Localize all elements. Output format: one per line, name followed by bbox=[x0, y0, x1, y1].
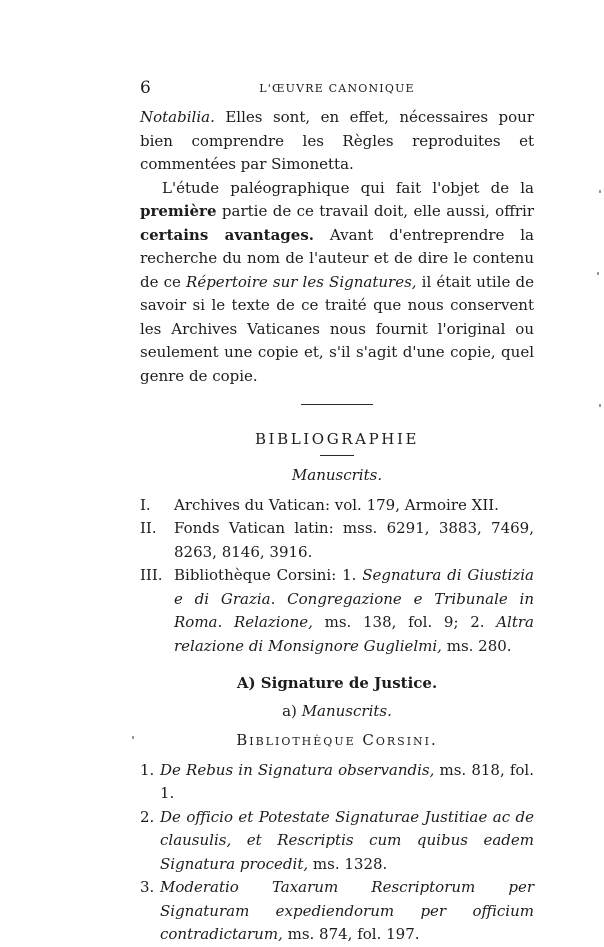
margin-speck bbox=[599, 404, 601, 407]
bibliography-item bbox=[140, 494, 534, 518]
bibliography-item-text: Fonds Vatican latin: mss. 6291, 3883, 7469, 8263, 8146, 3916. bbox=[174, 519, 534, 561]
manuscript-entry-shelfmark: ms. 1328. bbox=[308, 854, 388, 873]
section-a-title: A) Signature de Justice. bbox=[236, 674, 438, 692]
manuscript-entry-title: De officio et Potestate Signaturae Justitiae ac de clausulis, et Rescriptis cum quibus eadem Signatura procedit, bbox=[160, 807, 534, 873]
paragraph-2 bbox=[140, 177, 534, 389]
bibliography-item bbox=[140, 517, 534, 564]
manuscripts-heading: Manuscrits. bbox=[291, 466, 383, 484]
bibliography-item-text: ms. 280. bbox=[441, 636, 512, 655]
bibliography-item bbox=[140, 564, 534, 658]
library-heading: Bibliothèque Corsini. bbox=[236, 731, 438, 749]
paragraph-2-text-c: Avant d'entreprendre la recherche du nom de l'auteur et de dire le contenu de ce bbox=[140, 225, 534, 291]
manuscript-entry bbox=[140, 806, 534, 877]
manuscript-entry-shelfmark: ms. 874, fol. 197. bbox=[282, 925, 420, 943]
divider-rule bbox=[301, 404, 373, 405]
bibliography-item-number: III. bbox=[140, 566, 163, 584]
bibliography-item-title: Segnatura di Giustizia e di Grazia. Congregazione e Tribunale in Roma. Relazione, bbox=[174, 566, 534, 631]
bibliography-item-text: ms. 138, fol. 9; 2. bbox=[312, 613, 497, 631]
page-header bbox=[140, 78, 534, 100]
notabilia-word: Notabilia. bbox=[140, 108, 215, 126]
bibliography-item-text: Bibliothèque Corsini: 1. bbox=[174, 566, 363, 584]
section-a-sub-italic: Manuscrits. bbox=[301, 701, 392, 720]
page-number: 6 bbox=[140, 78, 151, 98]
manuscript-entry bbox=[140, 876, 534, 947]
manuscript-entry-title: Moderatio Taxarum Rescriptorum per Signaturam expediendorum per officium contradictarum, bbox=[160, 878, 534, 943]
bibliography-title: BIBLIOGRAPHIE bbox=[254, 430, 420, 448]
paragraph-2-bold-b: certains avantages. bbox=[140, 225, 315, 244]
paragraph-1 bbox=[140, 106, 534, 177]
bibliography-item-number: I. bbox=[140, 495, 151, 514]
bibliography-item-text: Archives du Vatican: vol. 179, Armoire XII. bbox=[174, 495, 499, 514]
page-body bbox=[140, 106, 534, 947]
running-title: L'ŒUVRE CANONIQUE bbox=[259, 82, 415, 95]
bibliography-title-rule bbox=[320, 455, 354, 456]
paragraph-2-text-b: partie de ce travail doit, elle aussi, offrir bbox=[216, 202, 534, 220]
paragraph-1-text: Elles sont, en effet, nécessaires pour bien comprendre les Règles reproduites et commentées par Simonetta. bbox=[140, 108, 534, 173]
manuscript-entry-title: De Rebus in Signatura observandis, bbox=[160, 760, 435, 779]
margin-speck bbox=[132, 736, 134, 739]
margin-speck bbox=[597, 272, 599, 275]
bibliography-item-number: II. bbox=[140, 519, 157, 537]
manuscript-entry-number: 3. bbox=[140, 878, 155, 896]
repertoire-title: Répertoire sur les Signatures, bbox=[186, 272, 417, 291]
manuscript-entry-number: 1. bbox=[140, 760, 155, 779]
margin-speck bbox=[599, 190, 601, 193]
bibliography-item-title: Altra relazione di Monsignore Guglielmi, bbox=[174, 613, 534, 655]
paragraph-2-text-a: L'étude paléographique qui fait l'objet de la bbox=[162, 178, 534, 197]
paragraph-2-bold-a: première bbox=[140, 202, 217, 220]
manuscript-entry bbox=[140, 759, 534, 806]
manuscript-entry-number: 2. bbox=[140, 807, 155, 826]
paragraph-2-text-d: il était utile de savoir si le texte de ce traité que nous conservent les Archives Vaticanes nous fournit l'original ou seulement une copie et, s'il s'agit d'une copie, quel genre de copie. bbox=[140, 272, 534, 385]
bibliography-list bbox=[140, 494, 534, 659]
manuscript-entry-shelfmark: ms. 818, fol. 1. bbox=[160, 760, 534, 802]
section-a-subheading bbox=[140, 700, 534, 724]
corsini-manuscript-list bbox=[140, 759, 534, 947]
section-a-sub-label: a) bbox=[282, 701, 302, 720]
